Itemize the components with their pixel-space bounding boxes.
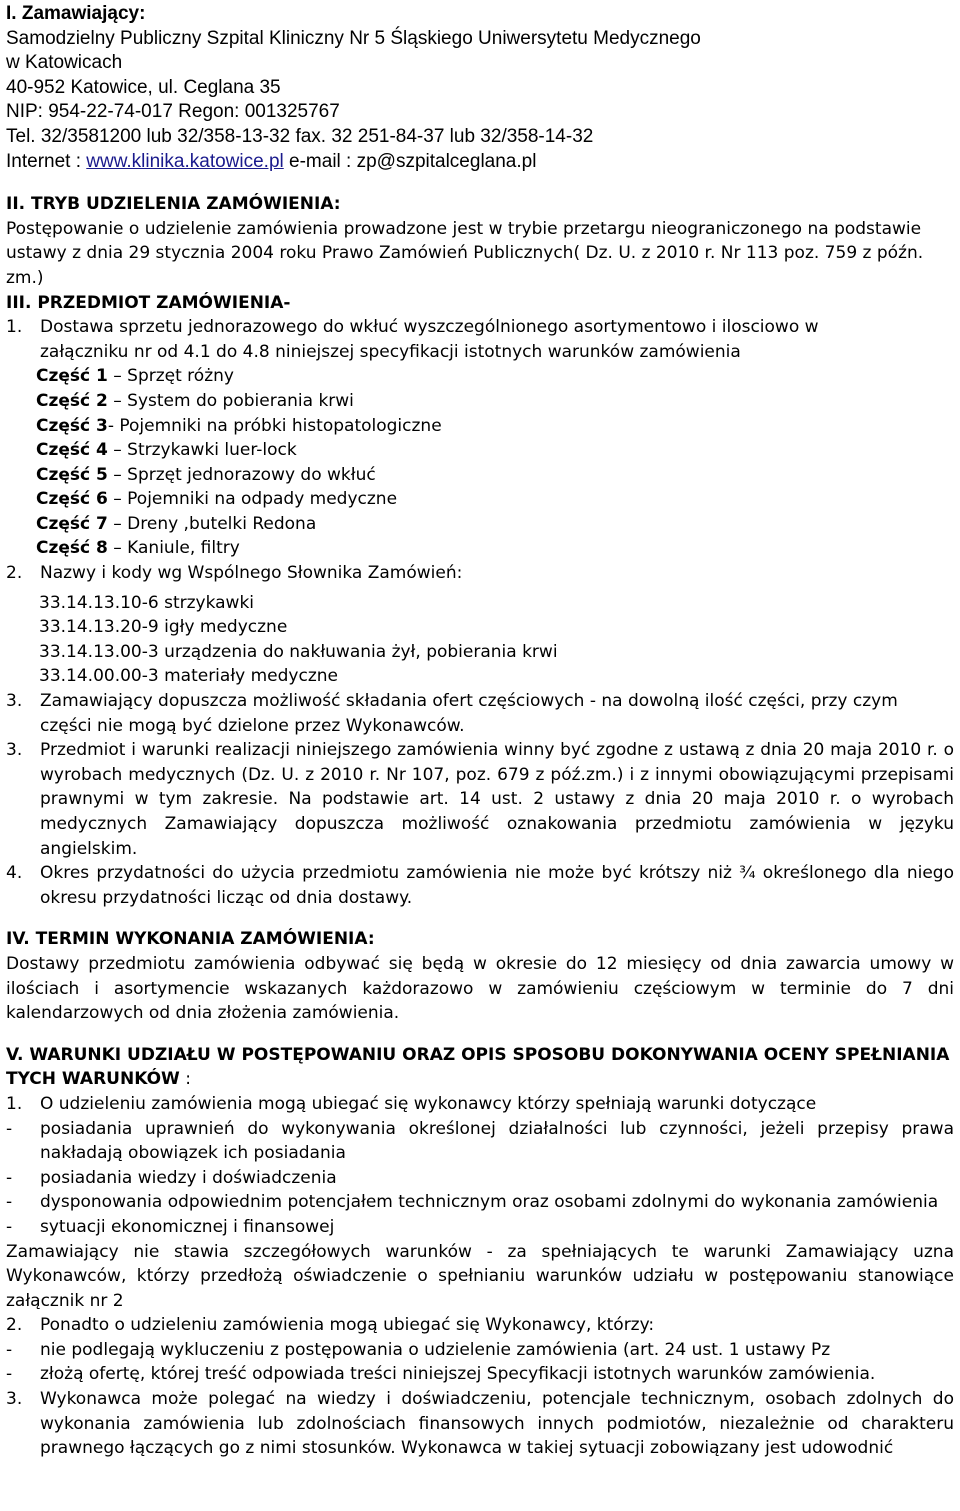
subject-item-2 [6, 561, 954, 586]
section-3-heading: III. PRZEDMIOT ZAMÓWIENIA- [6, 292, 291, 313]
subject-item-3b [6, 738, 954, 861]
section-subject [6, 291, 954, 911]
item-number: 1. [6, 317, 23, 338]
procedure-text: Postępowanie o udzielenie zamówienia prowadzone jest w trybie przetargu nieograniczonego na podstawie ustawy z dnia 29 stycznia 2004 roku Prawo Zamówień Publicznych( Dz. U. z 2010 r. Nr 113 poz. 759 z późn. zm.) [6, 218, 924, 288]
cpv-code: 33.14.00.00-3 materiały medyczne [39, 666, 338, 687]
website-link[interactable]: www.klinika.katowice.pl [86, 150, 284, 172]
section-procedure-mode [6, 192, 954, 290]
subject-item-3a [6, 689, 954, 738]
condition-bullet: - posiadania uprawnień do wykonywania określonej działalności lub czynności, jeżeli przepisy prawa nakładają obowiązek ich posiadania [6, 1118, 954, 1164]
section-2-heading: II. TRYB UDZIELENIA ZAMÓWIENIA: [6, 194, 341, 215]
item-text: Ponadto o udzieleniu zamówienia mogą ubiegać się Wykonawcy, którzy: [40, 1315, 655, 1336]
item-number: 2. [6, 563, 23, 584]
section-1-heading: I. Zamawiający: [6, 3, 146, 24]
condition-bullet: - dysponowania odpowiednim potencjałem technicznym oraz osobami zdolnymi do wykonania zamówienia [6, 1192, 939, 1213]
item-number: 4. [6, 863, 23, 884]
part-item: Część 3- Pojemniki na próbki histopatologiczne [36, 415, 442, 436]
item-text: Przedmiot i warunki realizacji niniejszego zamówienia winny być zgodne z ustawą z dnia 20 maja 2010 r. o wyrobach medycznych (Dz. U. z 2010 r. Nr 107, poz. 679 z póź.zm.) i z innymi obowiązującymi przepisami prawnymi w tym zakresie. Na podstawie art. 14 ust. 2 ustawy z dnia 20 maja 2010 r. o wyrobach medycznych Zamawiający dopuszcza możliwość oznakowania przedmiotu zamówienia w języku angielskim. [40, 740, 954, 859]
item-text: O udzieleniu zamówienia mogą ubiegać się wykonawcy którzy spełniają warunki dotyczące [40, 1093, 817, 1114]
authority-contact-line [6, 150, 954, 175]
part-item: Część 1 – Sprzęt różny [36, 366, 234, 387]
subject-item-4 [6, 861, 954, 910]
authority-name: Samodzielny Publiczny Szpital Kliniczny Nr 5 Śląskiego Uniwersytetu Medycznego [6, 27, 701, 49]
item-text: Nazwy i kody wg Wspólnego Słownika Zamówień: [40, 563, 463, 584]
subject-item-1 [6, 315, 954, 340]
cpv-code: 33.14.13.00-3 urządzenia do nakłuwania żył, pobierania krwi [39, 641, 558, 662]
part-item: Część 4 – Strzykawki luer-lock [36, 440, 297, 461]
conditions-paragraph: Zamawiający nie stawia szczegółowych warunków - za spełniających te warunki Zamawiający uzna Wykonawców, którzy przedłożą oświadczenie o spełnianiu warunków udziału w postępowaniu stanowiące załącznik nr 2 [6, 1241, 954, 1311]
item-number: 3. [6, 1389, 23, 1410]
section-participation-conditions [6, 1043, 954, 1461]
internet-label: Internet : [6, 150, 87, 172]
part-item: Część 7 – Dreny ,butelki Redona [36, 513, 317, 534]
item-number: 2. [6, 1315, 23, 1336]
authority-city: w Katowicach [6, 52, 123, 74]
part-item: Część 6 – Pojemniki na odpady medyczne [36, 489, 398, 510]
item-number: 3. [6, 691, 23, 712]
part-item: Część 8 – Kaniule, filtry [36, 538, 240, 559]
authority-phone-fax: Tel. 32/3581200 lub 32/358-13-32 fax. 32 251-84-37 lub 32/358-14-32 [6, 125, 594, 147]
item-text: Zamawiający dopuszcza możliwość składania ofert częściowych - na dowolną ilość części, przy czym części nie mogą być dzielone przez Wykonawców. [40, 691, 898, 736]
item-number: 3. [6, 740, 23, 761]
conditions-item-3 [6, 1387, 954, 1461]
part-item: Część 2 – System do pobierania krwi [36, 390, 354, 411]
section-execution-term [6, 927, 954, 1025]
item-text: Dostawa sprzetu jednorazowego do wkłuć wyszczególnionego asortymentowo i ilosciowo w [40, 317, 819, 338]
condition-bullet: - posiadania wiedzy i doświadczenia [6, 1167, 337, 1188]
item-number: 1. [6, 1093, 23, 1114]
condition-bullet: - nie podlegają wykluczeniu z postępowania o udzielenie zamówienia (art. 24 ust. 1 ustawy Pz [6, 1339, 831, 1360]
condition-bullet: - sytuacji ekonomicznej i finansowej [6, 1216, 335, 1237]
section-5-heading: V. WARUNKI UDZIAŁU W POSTĘPOWANIU ORAZ OPIS SPOSOBU DOKONYWANIA OCENY SPEŁNIANIA TYCH WARUNKÓW : [6, 1044, 950, 1090]
authority-address: 40-952 Katowice, ul. Ceglana 35 [6, 76, 281, 98]
section-4-heading: IV. TERMIN WYKONANIA ZAMÓWIENIA: [6, 929, 375, 950]
item-text: Wykonawca może polegać na wiedzy i doświadczeniu, potencjale technicznym, osobach zdolnych do wykonania zamówienia lub zdolnościach finansowych innych podmiotów, niezależnie od charakteru prawnego łączących go z nimi stosunków. Wykonawca w takiej sytuacji zobowiązany jest udowodnić [40, 1389, 954, 1459]
conditions-item-2 [6, 1313, 954, 1338]
condition-bullet: - złożą ofertę, której treść odpowiada treści niniejszej Specyfikacji istotnych warunków zamówienia. [6, 1364, 876, 1385]
cpv-code: 33.14.13.20-9 igły medyczne [39, 617, 288, 638]
cpv-code: 33.14.13.10-6 strzykawki [39, 592, 255, 613]
parts-list [6, 364, 954, 561]
item-text-continued: załączniku nr od 4.1 do 4.8 niniejszej specyfikacji istotnych warunków zamówienia [40, 341, 741, 362]
conditions-item-1 [6, 1092, 954, 1117]
authority-ids: NIP: 954-22-74-017 Regon: 001325767 [6, 101, 340, 123]
part-item: Część 5 – Sprzęt jednorazowy do wkłuć [36, 464, 376, 485]
cpv-codes-list [6, 591, 954, 689]
execution-term-text: Dostawy przedmiotu zamówienia odbywać się będą w okresie do 12 miesięcy od dnia zawarcia umowy w ilościach i asortymencie wskazanych każdorazowo w zamówieniu częściowym w terminie do 7 dni kalendarzowych od dnia złożenia zamówienia. [6, 953, 954, 1024]
item-text: Okres przydatności do użycia przedmiotu zamówienia nie może być krótszy niż ¾ określonego dla niego okresu przydatności licząc od dnia dostawy. [40, 863, 954, 908]
section-contracting-authority [6, 2, 954, 174]
email-text: e-mail : zp@szpitalceglana.pl [283, 150, 537, 172]
